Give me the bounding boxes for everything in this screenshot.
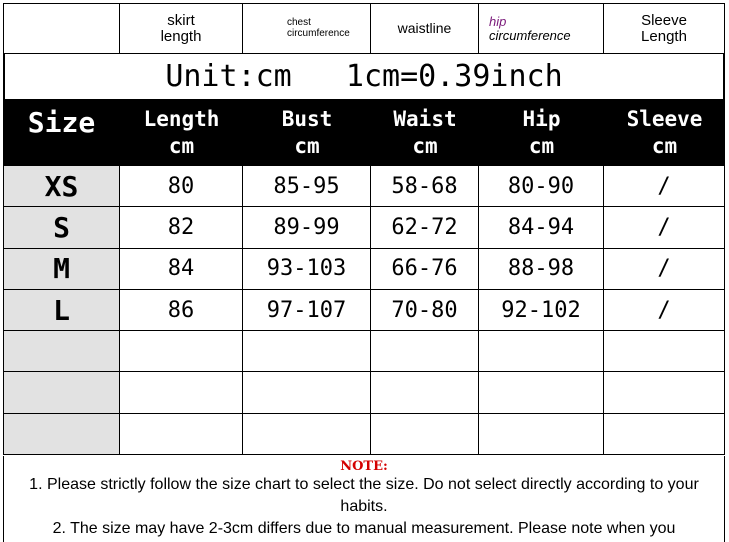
descriptor-empty-cell [3,4,120,53]
sleeve-cell [604,414,725,454]
size-note [3,456,725,542]
size-cell: XS [3,166,120,206]
note-line: 2. The size may have 2-3cm differs due to manual measurement. Please note when you [52,520,676,537]
sleeve-cell: / [604,207,725,247]
bust-cell [243,414,371,454]
sleeve-cell [604,331,725,371]
bust-cell [243,331,371,371]
unit-conversion-text: Unit:cm 1cm=0.39inch [165,58,563,94]
size-cell [3,372,120,412]
table-row-empty [3,414,725,455]
bust-cell: 93-103 [243,249,371,289]
sleeve-cell: / [604,166,725,206]
length-cell [120,331,243,371]
header-size: Size [27,106,96,139]
bust-cell [243,372,371,412]
waist-cell [371,414,479,454]
length-cell: 84 [120,249,243,289]
length-cell [120,372,243,412]
waist-cell: 66-76 [371,249,479,289]
hip-cell [479,414,604,454]
waist-cell [371,331,479,371]
hip-cell: 84-94 [479,207,604,247]
length-cell: 82 [120,207,243,247]
waist-cell [371,372,479,412]
table-row [3,290,725,331]
descriptor-skirt-length: skirt length [120,4,243,53]
table-header-row [3,99,725,166]
header-waist: Waist cm [393,107,457,158]
hip-cell: 88-98 [479,249,604,289]
sleeve-cell: / [604,290,725,330]
header-sleeve: Sleeve cm [626,107,703,158]
hip-cell: 80-90 [479,166,604,206]
size-cell: L [3,290,120,330]
descriptor-hip-circumference: hip circumference [479,4,604,53]
sleeve-cell [604,372,725,412]
size-cell: S [3,207,120,247]
note-title: NOTE: [340,459,388,474]
hip-cell [479,331,604,371]
length-cell [120,414,243,454]
measurement-descriptor-row [3,3,725,54]
waist-cell: 58-68 [371,166,479,206]
note-line: 1. Please strictly follow the size chart to select the size. Do not select directly according to your habits. [29,476,699,515]
size-cell: M [3,249,120,289]
header-length: Length cm [143,107,220,158]
table-row [3,207,725,248]
size-table-body [3,166,725,455]
hip-cell [479,372,604,412]
length-cell: 80 [120,166,243,206]
header-hip: Hip cm [522,107,561,158]
size-cell [3,331,120,371]
descriptor-chest-circumference: chest circumference [243,4,371,53]
table-row-empty [3,331,725,372]
table-row-empty [3,372,725,413]
sleeve-cell: / [604,249,725,289]
bust-cell: 89-99 [243,207,371,247]
table-row [3,249,725,290]
header-bust: Bust cm [281,107,333,158]
size-cell [3,414,120,454]
descriptor-sleeve-length: Sleeve Length [604,4,725,53]
descriptor-waistline: waistline [371,4,479,53]
bust-cell: 97-107 [243,290,371,330]
hip-cell: 92-102 [479,290,604,330]
bust-cell: 85-95 [243,166,371,206]
unit-conversion-row [3,53,725,99]
waist-cell: 70-80 [371,290,479,330]
waist-cell: 62-72 [371,207,479,247]
table-row [3,166,725,207]
length-cell: 86 [120,290,243,330]
